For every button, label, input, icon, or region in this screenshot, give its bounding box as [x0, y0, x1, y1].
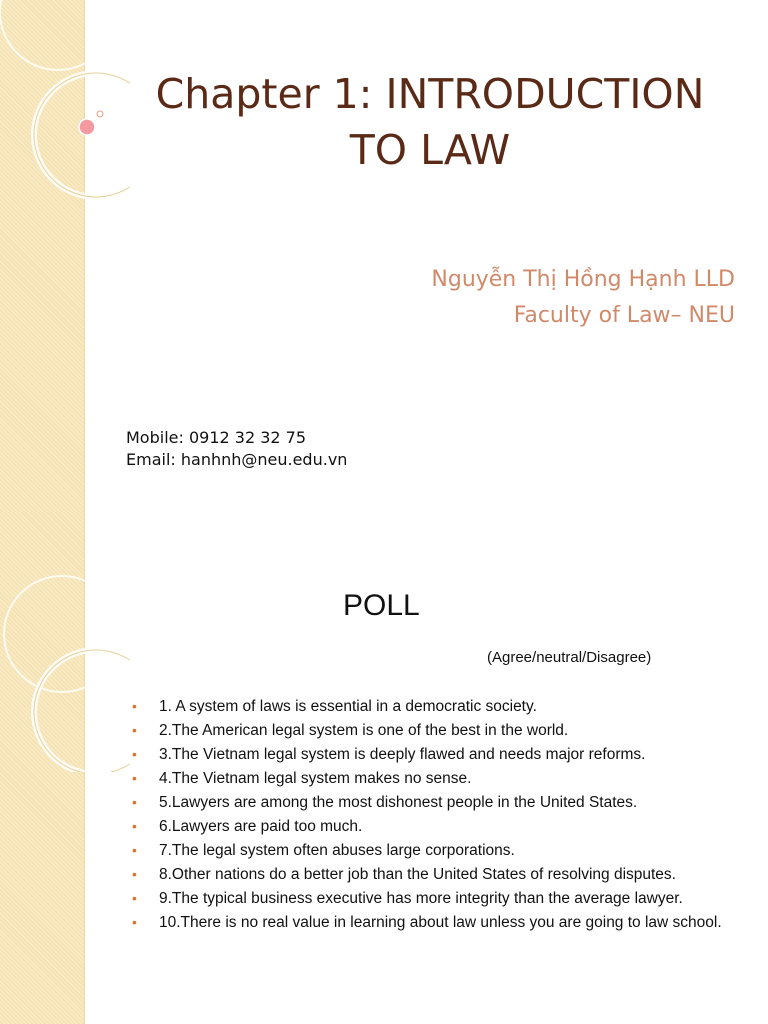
bullet-icon: •	[132, 842, 137, 858]
author-name: Nguyễn Thị Hồng Hạnh LLD	[431, 267, 735, 292]
bullet-icon: •	[132, 794, 137, 810]
slide-subtitle	[431, 262, 735, 334]
bullet-icon: •	[132, 914, 137, 930]
list-item: • 1. A system of laws is essential in a democratic society.	[132, 698, 537, 715]
bullet-icon: •	[132, 746, 137, 762]
list-item: • 10.There is no real value in learning about law unless you are going to law school.	[132, 914, 722, 931]
poll-title: POLL	[343, 589, 420, 622]
bullet-icon: •	[132, 698, 137, 714]
bullet-icon: •	[132, 818, 137, 834]
poll-question-list	[128, 698, 742, 938]
list-item: • 7.The legal system often abuses large corporations.	[132, 842, 515, 859]
bullet-icon: •	[132, 722, 137, 738]
email-address: Email: hanhnh@neu.edu.vn	[126, 450, 348, 469]
bullet-icon: •	[132, 770, 137, 786]
author-affiliation: Faculty of Law– NEU	[513, 303, 735, 328]
list-item: • 4.The Vietnam legal system makes no sense.	[132, 770, 472, 787]
list-item: • 3.The Vietnam legal system is deeply flawed and needs major reforms.	[132, 746, 646, 763]
list-item: • 2.The American legal system is one of the best in the world.	[132, 722, 569, 739]
title-line-1: Chapter 1: INTRODUCTION	[155, 70, 705, 118]
list-item: • 5.Lawyers are among the most dishonest people in the United States.	[132, 794, 638, 811]
poll-scale: (Agree/neutral/Disagree)	[487, 649, 652, 666]
slide-title	[110, 66, 750, 178]
mobile-number: Mobile: 0912 32 32 75	[126, 428, 307, 447]
bullet-icon: •	[132, 890, 137, 906]
list-item: • 8.Other nations do a better job than the United States of resolving disputes.	[132, 866, 676, 883]
bullet-icon: •	[132, 866, 137, 882]
decorative-circles	[0, 512, 130, 772]
list-item: • 6.Lawyers are paid too much.	[132, 818, 363, 835]
poll-slide	[0, 512, 768, 1024]
list-item: • 9.The typical business executive has more integrity than the average lawyer.	[132, 890, 683, 907]
title-line-2: TO LAW	[349, 126, 511, 174]
contact-info	[126, 427, 347, 471]
